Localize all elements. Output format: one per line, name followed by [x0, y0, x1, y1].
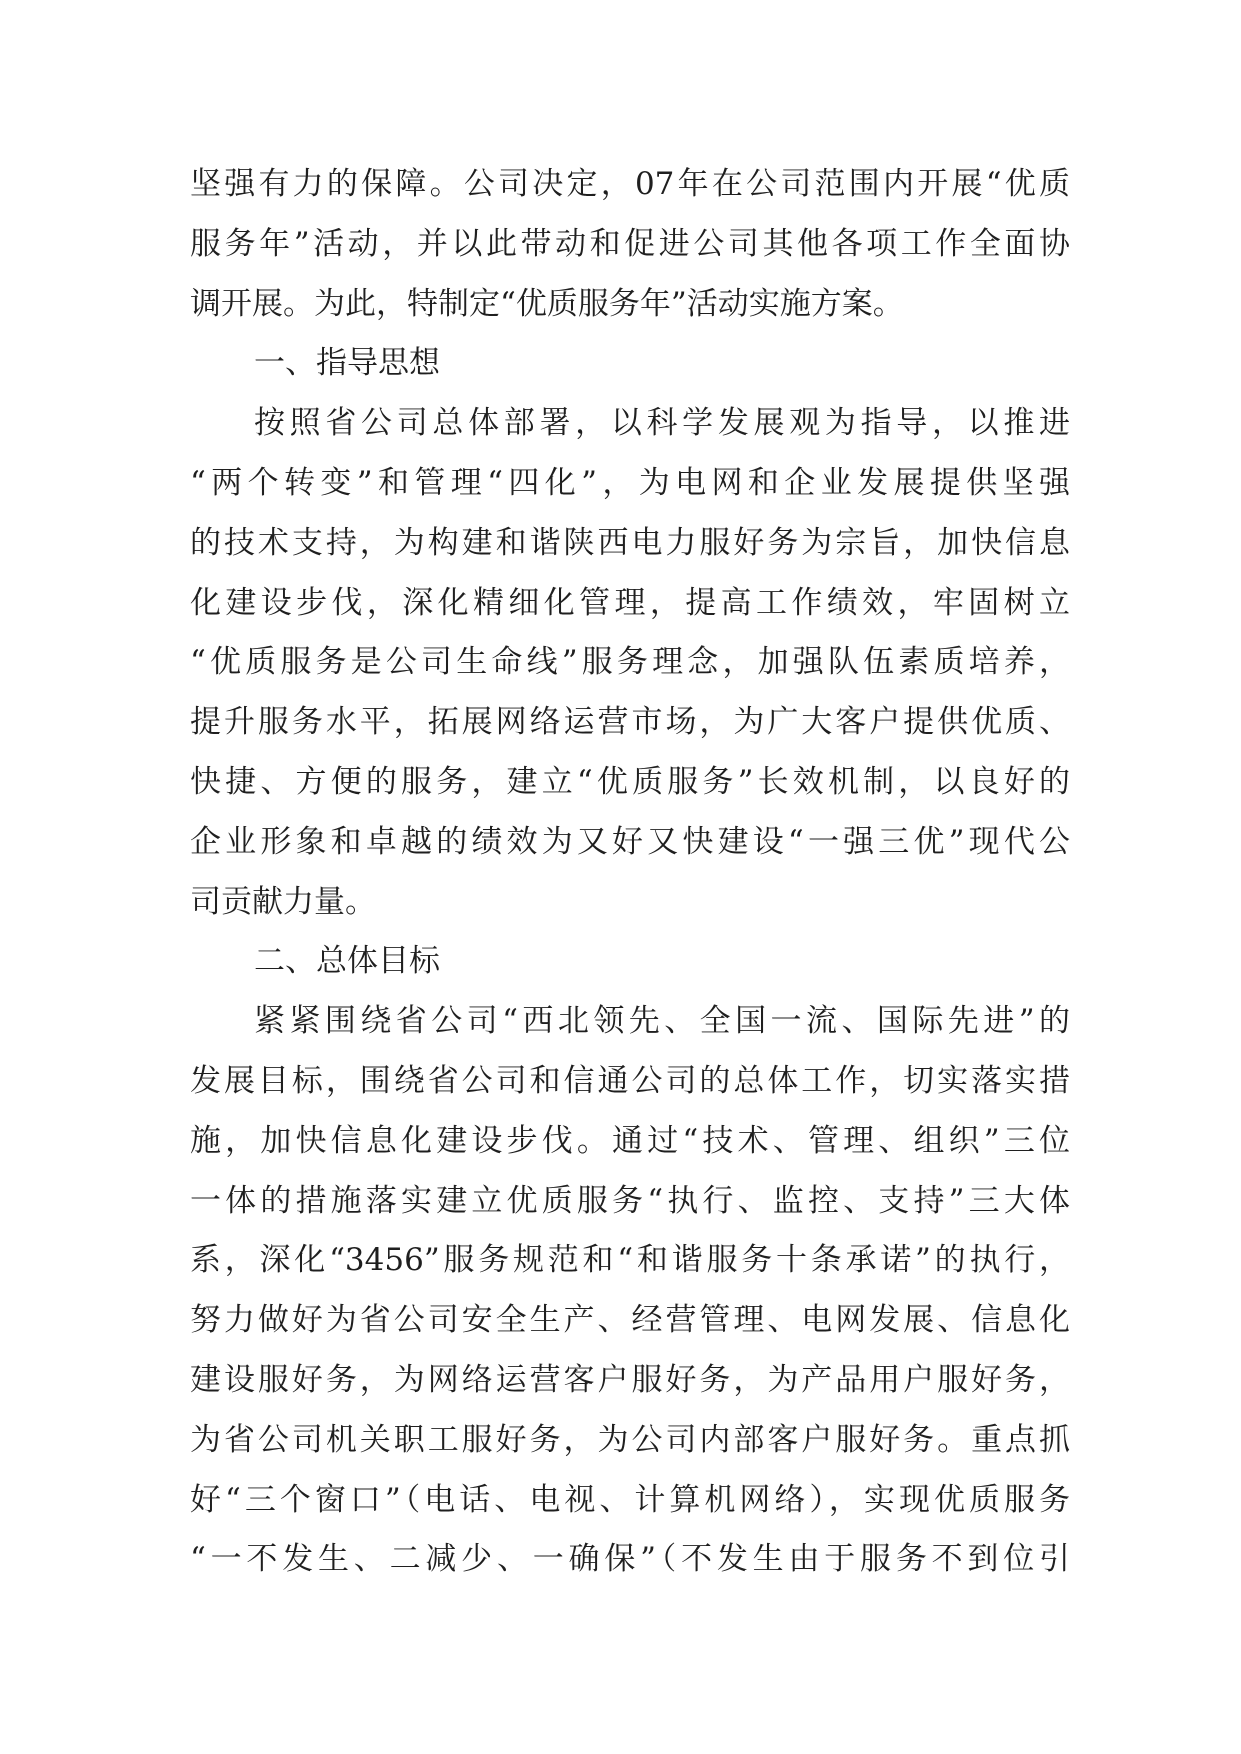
text-line: 快捷、方便的服务，建立“优质服务”长效机制，以良好的: [190, 763, 1070, 800]
text-line: 建设服好务，为网络运营客户服好务，为产品用户服好务，: [190, 1361, 1070, 1398]
text-line: 提升服务水平，拓展网络运营市场，为广大客户提供优质、: [190, 704, 1070, 741]
text-line: 司贡献力量。: [190, 883, 376, 920]
text-line: 努力做好为省公司安全生产、经营管理、电网发展、信息化: [190, 1302, 1070, 1339]
text-line: 的技术支持，为构建和谐陕西电力服好务为宗旨，加快信息: [190, 524, 1070, 561]
section-heading-guiding-ideology: 一、指导思想: [254, 345, 440, 382]
text-line: 坚强有力的保障。公司决定，07年在公司范围内开展“优质: [190, 166, 1070, 202]
text-line: 为省公司机关职工服好务，为公司内部客户服好务。重点抓: [190, 1421, 1070, 1458]
body-text: [190, 155, 1070, 1590]
text-line: 调开展。为此，特制定“优质服务年”活动实施方案。: [190, 285, 904, 322]
text-line: 好“三个窗口”（电话、电视、计算机网络），实现优质服务: [190, 1481, 1070, 1518]
text-line: 紧紧围绕省公司“西北领先、全国一流、国际先进”的: [254, 1003, 1070, 1040]
text-line: 企业形象和卓越的绩效为又好又快建设“一强三优”现代公: [190, 823, 1070, 860]
text-line: 服务年”活动，并以此带动和促进公司其他各项工作全面协: [190, 225, 1070, 262]
text-line: 施，加快信息化建设步伐。通过“技术、管理、组织”三位: [190, 1122, 1070, 1159]
text-line: “一不发生、二减少、一确保”（不发生由于服务不到位引: [190, 1541, 1070, 1578]
text-line: 一体的措施落实建立优质服务“执行、监控、支持”三大体: [190, 1182, 1070, 1219]
text-line: 系，深化“3456”服务规范和“和谐服务十条承诺”的执行，: [190, 1242, 1070, 1279]
text-line: 发展目标，围绕省公司和信通公司的总体工作，切实落实措: [190, 1062, 1070, 1099]
text-line: 化建设步伐，深化精细化管理，提高工作绩效，牢固树立: [190, 584, 1070, 621]
text-line: “优质服务是公司生命线”服务理念，加强队伍素质培养，: [190, 644, 1070, 681]
text-line: 按照省公司总体部署，以科学发展观为指导，以推进: [254, 405, 1070, 442]
text-line: “两个转变”和管理“四化”，为电网和企业发展提供坚强: [190, 464, 1070, 501]
section-heading-overall-goal: 二、总体目标: [254, 943, 440, 980]
